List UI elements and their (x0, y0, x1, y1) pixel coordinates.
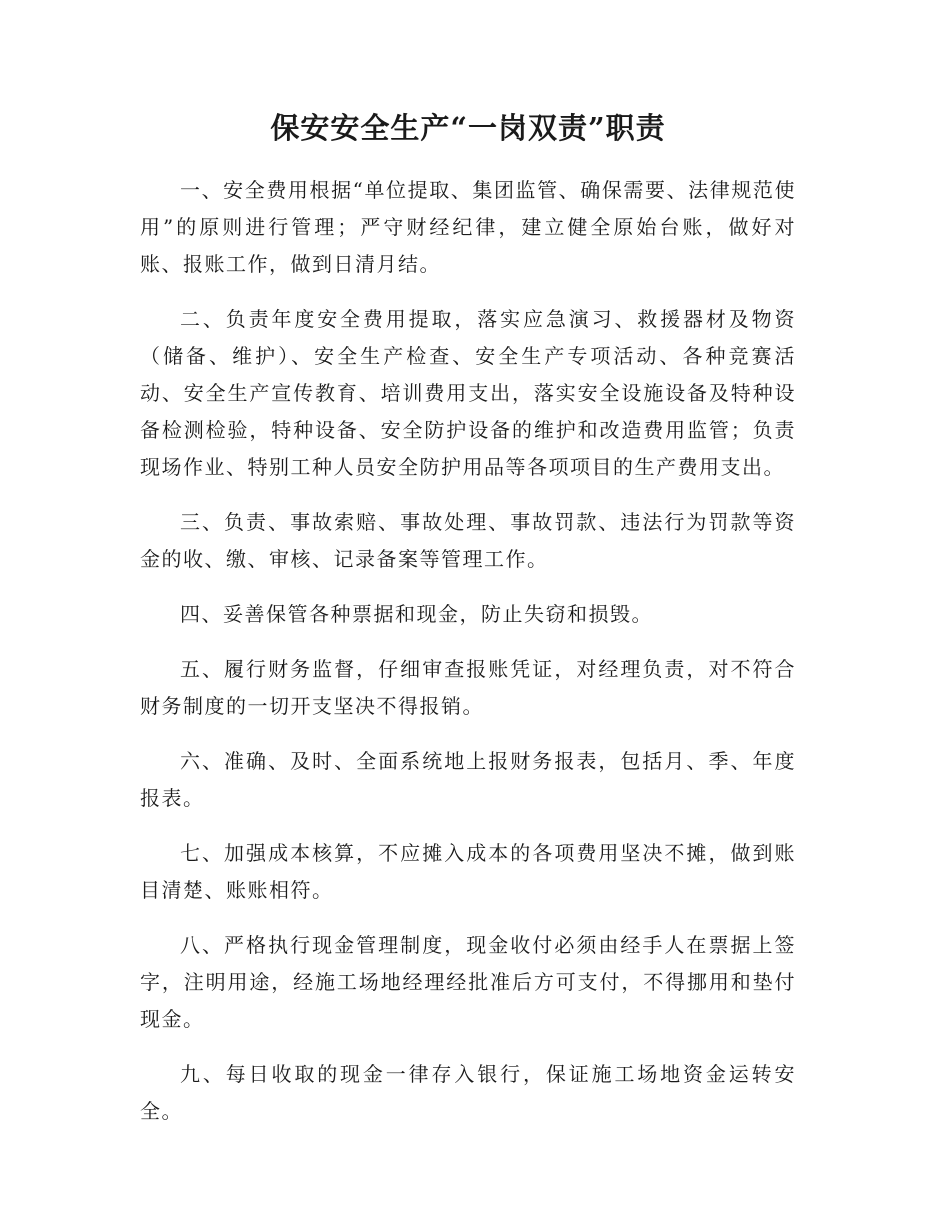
paragraph-1: 一、安全费用根据“单位提取、集团监管、确保需要、法律规范使用”的原则进行管理；严守财经纪律，建立健全原始台账，做好对账、报账工作，做到日清月结。 (140, 178, 796, 276)
paragraph-5: 五、履行财务监督，仔细审查报账凭证，对经理负责，对不符合财务制度的一切开支坚决不得报销。 (140, 657, 796, 718)
document-title: 保安安全生产“一岗双责”职责 (270, 111, 666, 145)
paragraph-9: 九、每日收取的现金一律存入银行，保证施工场地资金运转安全。 (140, 1062, 796, 1123)
paragraph-4: 四、妥善保管各种票据和现金，防止失窃和损毁。 (180, 602, 653, 626)
paragraph-2: 二、负责年度安全费用提取，落实应急演习、救援器材及物资（储备、维护）、安全生产检查、安全生产专项活动、各种竞赛活动、安全生产宣传教育、培训费用支出，落实安全设施设备及特种设备检测检验，特种设备、安全防护设备的维护和改造费用监管；负责现场作业、特别工种人员安全防护用品等各项项目的生产费用支出。 (140, 307, 796, 479)
paragraph-7: 七、加强成本核算，不应摊入成本的各项费用坚决不摊，做到账目清楚、账账相符。 (140, 841, 796, 902)
paragraph-8: 八、严格执行现金管理制度，现金收付必须由经手人在票据上签字，注明用途，经施工场地经理经批准后方可支付，不得挪用和垫付现金。 (140, 933, 796, 1031)
paragraph-6: 六、准确、及时、全面系统地上报财务报表，包括月、季、年度报表。 (140, 749, 796, 810)
paragraph-3: 三、负责、事故索赔、事故处理、事故罚款、违法行为罚款等资金的收、缴、审核、记录备案等管理工作。 (140, 510, 796, 571)
document-page (140, 108, 796, 1148)
